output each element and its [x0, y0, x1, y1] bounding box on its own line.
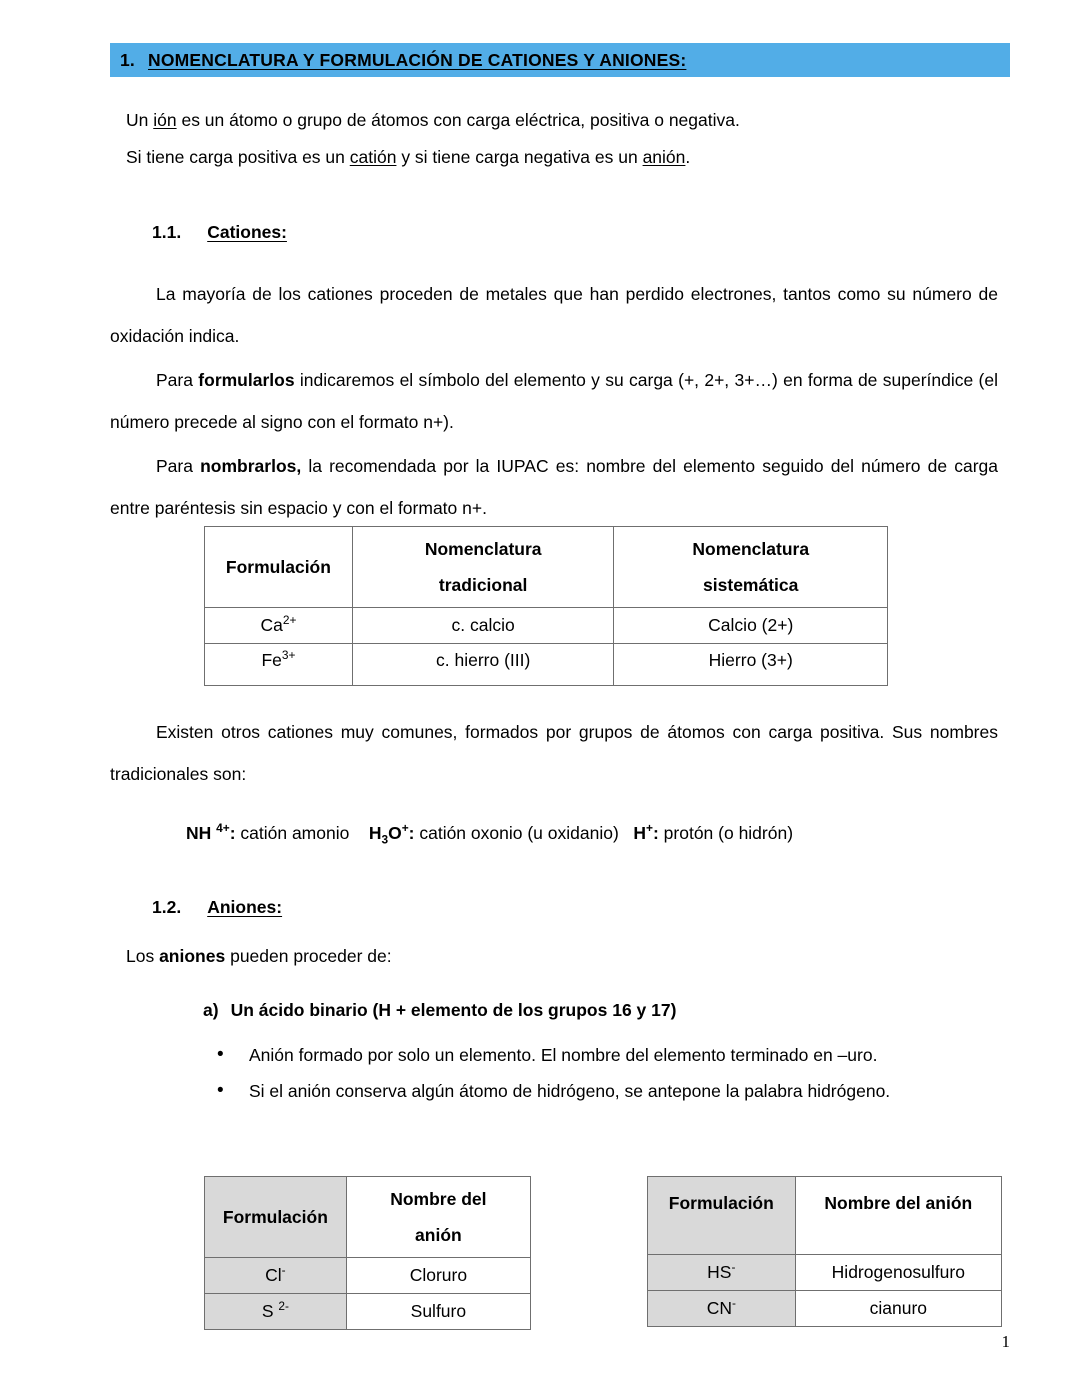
intro-line-2 — [126, 149, 690, 167]
table-anions-left-header-formulacion-line1: Formulación — [222, 1207, 328, 1227]
table-cations-header-formulacion — [205, 527, 353, 608]
formula-proton-name: protón (o hidrón) — [658, 823, 794, 843]
table-anions-right-header-formulacion: Formulación — [648, 1177, 796, 1255]
table-anions-left-header-formulacion — [205, 1177, 347, 1258]
paragraph-formularlos-bold: formularlos — [198, 370, 295, 390]
formula-oxonium-colon: : — [408, 823, 415, 843]
formula-charge: - — [731, 1296, 736, 1311]
table-row — [648, 1291, 1002, 1327]
table-anions-left-cell-formula-1 — [205, 1294, 347, 1330]
intro-term-cation: catión — [349, 147, 397, 167]
table-anions-left-header-nombre-line2: anión — [415, 1225, 462, 1245]
table-anions-left-cell-name-1: Sulfuro — [346, 1294, 530, 1330]
formula-symbol: Cl — [265, 1265, 282, 1285]
intro-term-ion: ión — [153, 110, 177, 130]
table-cations-cell-formula-1 — [205, 644, 353, 686]
anions-intro-post: pueden proceder de: — [225, 946, 392, 966]
intro-line-2-mid: y si tiene carga negativa es un — [396, 147, 643, 167]
table-cations-header-tradicional — [352, 527, 614, 608]
intro-line-1-post: es un átomo o grupo de átomos con carga eléctrica, positiva o negativa. — [176, 110, 740, 130]
page-number: 1 — [1001, 1332, 1010, 1351]
polyatomic-cation-formulas — [186, 821, 794, 847]
paragraph-formularlos-pre: Para — [156, 370, 199, 390]
paragraph-cations-origin-text: La mayoría de los cationes proceden de metales que han perdido electrones, tantos como su número de oxidación indica. — [110, 284, 998, 346]
paragraph-formularlos-post: indicaremos el símbolo del elemento y su carga (+, 2+, 3+…) en forma de superíndice (el número precede al signo con el formato n+). — [110, 370, 998, 432]
formula-proton — [633, 823, 658, 843]
table-anions-right — [647, 1176, 1002, 1327]
table-anions-right-cell-formula-0 — [648, 1255, 796, 1291]
list-item — [217, 1036, 998, 1074]
table-cations-cell-tradicional-1: c. hierro (III) — [352, 644, 614, 686]
formula-proton-base: H — [633, 823, 647, 843]
formula-symbol: S — [261, 1301, 279, 1321]
formula-symbol: CN — [706, 1298, 732, 1318]
formula-charge: 2+ — [282, 613, 297, 628]
formula-proton-charge: + — [646, 821, 653, 836]
table-anions-left-header-nombre — [346, 1177, 530, 1258]
section-banner — [110, 43, 1010, 77]
paragraph-nombrarlos — [110, 445, 998, 529]
formula-charge: 2- — [278, 1299, 289, 1314]
bullet-text-1: Anión formado por solo un elemento. El nombre del elemento terminado en –uro. — [249, 1045, 878, 1065]
formula-symbol: Fe — [261, 650, 282, 670]
formula-ammonium-colon: : — [229, 823, 236, 843]
formula-oxonium-base: H — [368, 823, 382, 843]
paragraph-other-cations-text: Existen otros cationes muy comunes, formados por grupos de átomos con carga positiva. Sus nombres tradicionales son: — [110, 722, 998, 784]
list-item-a — [203, 1000, 676, 1021]
formula-oxonium-sub: 3 — [381, 832, 389, 847]
table-row — [205, 608, 888, 644]
table-cations-header-sistematica-line1: Nomenclatura — [692, 539, 810, 559]
table-anions-right-header-nombre: Nombre del anión — [795, 1177, 1001, 1255]
table-cations-header-row — [205, 527, 888, 608]
table-anions-left — [204, 1176, 531, 1330]
anions-intro-pre: Los — [126, 946, 160, 966]
anions-intro-bold: aniones — [159, 946, 226, 966]
table-anions-left-header-nombre-line1: Nombre del — [390, 1189, 487, 1209]
subheading-1-1 — [152, 222, 287, 243]
section-number: 1. — [120, 49, 135, 70]
bullet-icon: • — [217, 1044, 224, 1065]
table-cations-header-sistematica-line2: sistemática — [703, 575, 799, 595]
intro-term-anion: anión — [642, 147, 686, 167]
formula-oxonium-charge: + — [401, 821, 409, 836]
table-anions-right-cell-name-0: Hidrogenosulfuro — [795, 1255, 1001, 1291]
paragraph-nombrarlos-pre: Para — [156, 456, 201, 476]
paragraph-nombrarlos-bold: nombrarlos, — [200, 456, 302, 476]
table-cations-cell-tradicional-0: c. calcio — [352, 608, 614, 644]
formula-ammonium — [186, 823, 236, 843]
paragraph-nombrarlos-post: la recomendada por la IUPAC es: nombre del elemento seguido del número de carga entre paréntesis sin espacio y con el formato n+. — [110, 456, 998, 518]
list-item-a-marker: a) — [203, 1000, 219, 1020]
paragraph-other-cations — [110, 711, 998, 795]
table-row — [648, 1255, 1002, 1291]
formula-oxonium-name: catión oxonio (u oxidanio) — [414, 823, 619, 843]
table-row — [205, 644, 888, 686]
formula-proton-colon: : — [652, 823, 659, 843]
formula-charge: - — [731, 1260, 736, 1275]
formula-ammonium-charge: 4+ — [216, 821, 230, 836]
table-cations-cell-formula-0 — [205, 608, 353, 644]
paragraph-formularlos — [110, 359, 998, 443]
table-anions-left-cell-name-0: Cloruro — [346, 1258, 530, 1294]
subheading-1-2-number: 1.2. — [152, 897, 182, 917]
formula-ammonium-name: catión amonio — [235, 823, 350, 843]
intro-line-1-pre: Un — [126, 110, 154, 130]
table-row — [205, 1258, 531, 1294]
bullet-text-2: Si el anión conserva algún átomo de hidrógeno, se antepone la palabra hidrógeno. — [249, 1081, 891, 1101]
table-cations-cell-sistematica-1: Hierro (3+) — [614, 644, 888, 686]
table-cations-header-formulacion-line1: Formulación — [225, 557, 331, 577]
formula-charge: 3+ — [281, 648, 296, 663]
table-anions-left-cell-formula-0 — [205, 1258, 347, 1294]
table-anions-right-cell-name-1: cianuro — [795, 1291, 1001, 1327]
intro-line-1 — [126, 112, 740, 130]
table-anions-right-cell-formula-1 — [648, 1291, 796, 1327]
intro-line-2-pre: Si tiene carga positiva es un — [126, 147, 350, 167]
anions-intro-line — [126, 948, 392, 966]
formula-oxonium-base2: O — [388, 823, 402, 843]
formula-ammonium-base: NH — [186, 823, 217, 843]
formula-symbol: Ca — [260, 615, 283, 635]
formula-oxonium — [368, 821, 415, 847]
formula-charge: - — [281, 1263, 286, 1278]
paragraph-cations-origin — [110, 273, 998, 357]
table-anions-right-header-row — [648, 1177, 1002, 1255]
table-row — [205, 1294, 531, 1330]
intro-line-2-post: . — [685, 147, 691, 167]
table-cations-header-sistematica — [614, 527, 888, 608]
subheading-1-1-label: Cationes: — [207, 222, 287, 242]
list-item — [217, 1072, 998, 1110]
formula-symbol: HS — [707, 1262, 732, 1282]
subheading-1-2 — [152, 897, 282, 918]
table-cations-cell-sistematica-0: Calcio (2+) — [614, 608, 888, 644]
table-cations-header-tradicional-line2: tradicional — [438, 575, 528, 595]
section-title: NOMENCLATURA Y FORMULACIÓN DE CATIONES Y ANIONES: — [148, 49, 687, 70]
list-item-a-text: Un ácido binario (H + elemento de los grupos 16 y 17) — [230, 1000, 677, 1020]
subheading-1-1-number: 1.1. — [152, 222, 182, 242]
table-cations-header-tradicional-line1: Nomenclatura — [424, 539, 542, 559]
subheading-1-2-label: Aniones: — [207, 897, 283, 917]
table-cations — [204, 526, 888, 686]
table-anions-left-header-row — [205, 1177, 531, 1258]
bullet-icon: • — [217, 1080, 224, 1101]
